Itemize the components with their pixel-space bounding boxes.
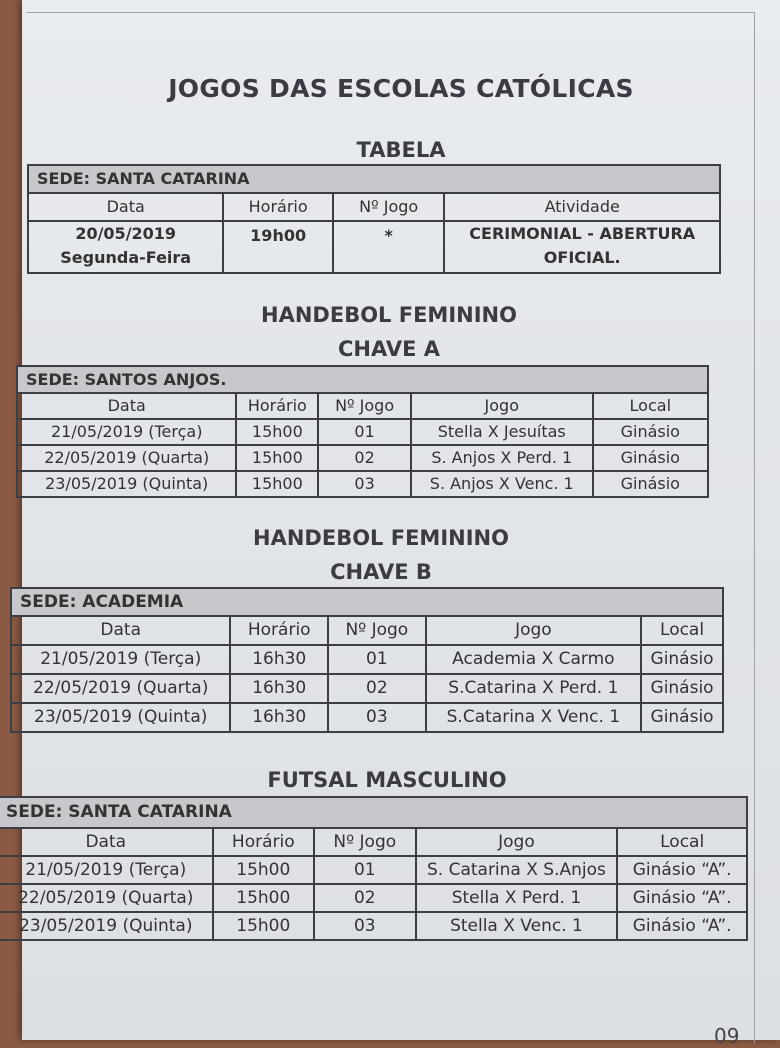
- header-horario: Horário: [236, 393, 318, 419]
- opening-activity-line-2: OFICIAL.: [543, 248, 621, 267]
- cell-date: 23/05/2019 (Quinta): [11, 703, 230, 732]
- header-jogo: Jogo: [416, 828, 618, 856]
- cell-time: 15h00: [213, 912, 315, 940]
- sport-heading-handebol-b: HANDEBOL FEMININO: [253, 526, 509, 550]
- cell-venue: Ginásio “A”.: [617, 856, 747, 884]
- opening-table: [27, 164, 721, 274]
- cell-date: 23/05/2019 (Quinta): [0, 912, 213, 940]
- cell-game-number: 01: [328, 645, 426, 674]
- cell-venue: Ginásio “A”.: [617, 912, 747, 940]
- cell-date: 21/05/2019 (Terça): [11, 645, 230, 674]
- table-row: [0, 856, 747, 884]
- cell-match: S.Catarina X Perd. 1: [426, 674, 641, 703]
- cell-venue: Ginásio: [593, 419, 708, 445]
- page-title: JOGOS DAS ESCOLAS CATÓLICAS: [168, 74, 634, 103]
- header-local: Local: [593, 393, 708, 419]
- header-data: Data: [11, 616, 230, 645]
- header-numero-jogo: Nº Jogo: [328, 616, 426, 645]
- handebol-chave-a-table: [16, 365, 709, 498]
- header-jogo: Jogo: [426, 616, 641, 645]
- header-horario: Horário: [223, 193, 333, 221]
- opening-time: 19h00: [223, 221, 333, 273]
- cell-time: 16h30: [230, 674, 328, 703]
- table-row: [11, 674, 723, 703]
- cell-time: 15h00: [236, 419, 318, 445]
- table-row: [11, 645, 723, 674]
- sede-label: SEDE: SANTOS ANJOS.: [17, 366, 708, 393]
- cell-time: 16h30: [230, 703, 328, 732]
- table-row: [0, 912, 747, 940]
- section-heading-tabela: TABELA: [356, 138, 446, 162]
- cell-date: 22/05/2019 (Quarta): [17, 445, 236, 471]
- cell-date: 22/05/2019 (Quarta): [11, 674, 230, 703]
- header-local: Local: [641, 616, 723, 645]
- sede-label: SEDE: ACADEMIA: [11, 588, 723, 616]
- table-row: [17, 445, 708, 471]
- cell-time: 16h30: [230, 645, 328, 674]
- sport-heading-handebol-a: HANDEBOL FEMININO: [261, 303, 517, 327]
- cell-match: Academia X Carmo: [426, 645, 641, 674]
- sport-heading-futsal: FUTSAL MASCULINO: [267, 768, 507, 792]
- cell-venue: Ginásio “A”.: [617, 884, 747, 912]
- opening-weekday: Segunda-Feira: [60, 248, 192, 267]
- cell-match: Stella X Venc. 1: [416, 912, 618, 940]
- header-numero-jogo: Nº Jogo: [318, 393, 411, 419]
- header-horario: Horário: [213, 828, 315, 856]
- cell-venue: Ginásio: [641, 703, 723, 732]
- header-numero-jogo: Nº Jogo: [314, 828, 416, 856]
- header-atividade: Atividade: [444, 193, 720, 221]
- cell-match: S. Anjos X Venc. 1: [411, 471, 593, 497]
- table-row: [0, 884, 747, 912]
- cell-date: 23/05/2019 (Quinta): [17, 471, 236, 497]
- opening-activity-cell: [444, 221, 720, 273]
- cell-date: 21/05/2019 (Terça): [17, 419, 236, 445]
- cell-match: S.Catarina X Venc. 1: [426, 703, 641, 732]
- sede-label: SEDE: SANTA CATARINA: [28, 165, 720, 193]
- table-row: [11, 703, 723, 732]
- table-row: [17, 471, 708, 497]
- cell-game-number: 02: [314, 884, 416, 912]
- opening-game: *: [333, 221, 445, 273]
- header-numero-jogo: Nº Jogo: [333, 193, 445, 221]
- cell-venue: Ginásio: [641, 645, 723, 674]
- cell-venue: Ginásio: [641, 674, 723, 703]
- cell-game-number: 01: [314, 856, 416, 884]
- header-data: Data: [28, 193, 223, 221]
- cell-venue: Ginásio: [593, 445, 708, 471]
- cell-time: 15h00: [213, 856, 315, 884]
- cell-time: 15h00: [236, 471, 318, 497]
- cell-date: 22/05/2019 (Quarta): [0, 884, 213, 912]
- opening-date: 20/05/2019: [75, 224, 177, 243]
- cell-game-number: 03: [314, 912, 416, 940]
- cell-game-number: 03: [328, 703, 426, 732]
- header-data: Data: [0, 828, 213, 856]
- cell-venue: Ginásio: [593, 471, 708, 497]
- opening-date-cell: [28, 221, 223, 273]
- table-row: [17, 419, 708, 445]
- cell-game-number: 01: [318, 419, 411, 445]
- header-horario: Horário: [230, 616, 328, 645]
- group-heading-chave-a: CHAVE A: [338, 337, 440, 361]
- cell-game-number: 02: [318, 445, 411, 471]
- handebol-chave-b-table: [10, 587, 724, 733]
- cell-time: 15h00: [213, 884, 315, 912]
- header-data: Data: [17, 393, 236, 419]
- group-heading-chave-b: CHAVE B: [330, 560, 432, 584]
- header-jogo: Jogo: [411, 393, 593, 419]
- cell-match: Stella X Jesuítas: [411, 419, 593, 445]
- opening-activity-line-1: CERIMONIAL - ABERTURA: [469, 224, 696, 243]
- header-local: Local: [617, 828, 747, 856]
- page-number: 09: [714, 1024, 740, 1048]
- cell-match: S. Catarina X S.Anjos: [416, 856, 618, 884]
- sede-label: SEDE: SANTA CATARINA: [0, 797, 747, 828]
- cell-time: 15h00: [236, 445, 318, 471]
- cell-date: 21/05/2019 (Terça): [0, 856, 213, 884]
- cell-match: S. Anjos X Perd. 1: [411, 445, 593, 471]
- cell-game-number: 02: [328, 674, 426, 703]
- cell-game-number: 03: [318, 471, 411, 497]
- document-page: [6, 0, 780, 1048]
- futsal-table: [0, 796, 748, 941]
- cell-match: Stella X Perd. 1: [416, 884, 618, 912]
